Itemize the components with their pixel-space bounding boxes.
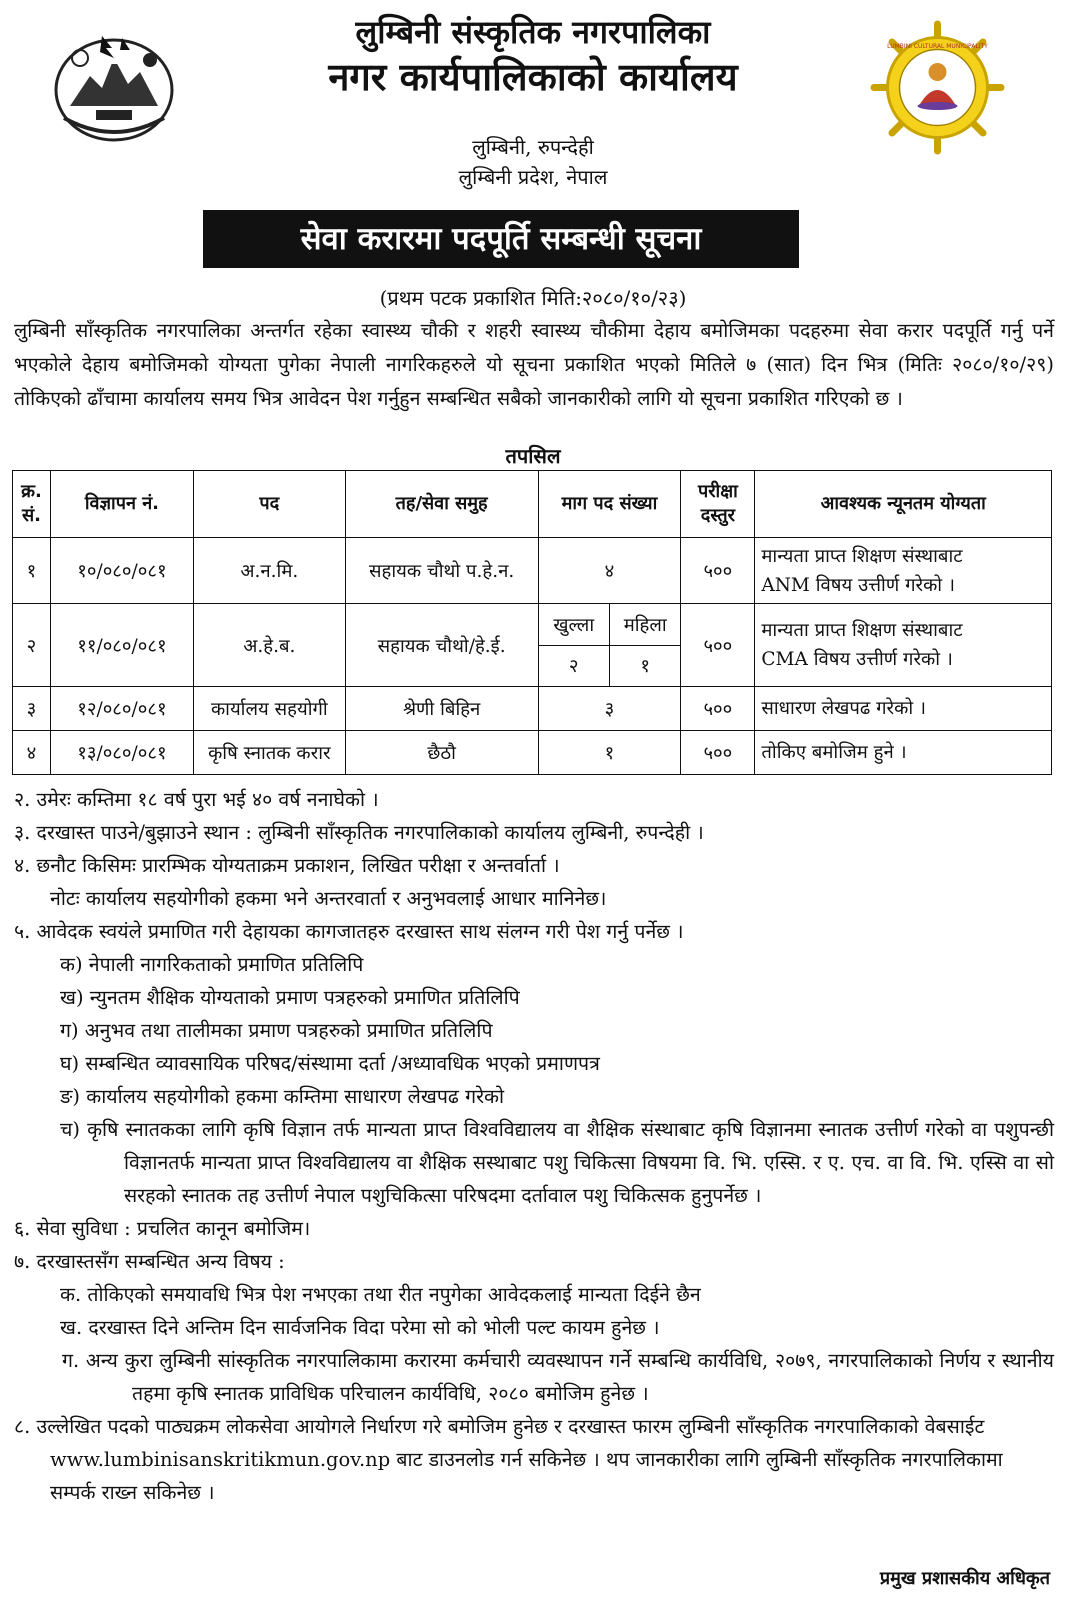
table-row xyxy=(13,538,1052,604)
qualification-line: मान्यता प्राप्त शिक्षण संस्थाबाट xyxy=(761,545,963,567)
cell-demand: ३ xyxy=(538,687,681,731)
office-name: नगर कार्यपालिकाको कार्यालय xyxy=(328,55,738,99)
document-item: ख) न्युनतम शैक्षिक योग्यताको प्रमाण पत्रहरुको प्रमाणित प्रतिलिपि xyxy=(60,986,520,1009)
header-qualification: आवश्यक न्यूनतम योग्यता xyxy=(755,471,1052,538)
women-count: १ xyxy=(609,646,680,687)
other-matter-item: ख. दरखास्त दिने अन्तिम दिन सार्वजनिक विदा परेमा सो को भोली पल्ट कायम हुनेछ । xyxy=(60,1316,660,1339)
header-demand: माग पद संख्या xyxy=(538,471,681,538)
municipality-name: लुम्बिनी संस्कृतिक नगरपालिका xyxy=(355,13,711,51)
cell-level: श्रेणी बिहिन xyxy=(345,687,538,731)
clause-selection: ४. छनौट किसिमः प्रारम्भिक योग्यताक्रम प्रकाशन, लिखित परीक्षा र अन्तर्वार्ता । xyxy=(14,854,560,877)
other-matter-item: क. तोकिएको समयावधि भित्र पेश नभएका तथा रीत नपुगेका आवेदकलाई मान्यता दिईने छैन xyxy=(60,1283,701,1306)
document-item: क) नेपाली नागरिकताको प्रमाणित प्रतिलिपि xyxy=(60,953,364,976)
cell-ad-no: १२/०८०/०८१ xyxy=(50,687,193,731)
clause-other-matters: ७. दरखास्तसँग सम्बन्धित अन्य विषय : xyxy=(14,1250,285,1273)
logo-ring-text: LUMBINI CULTURAL MUNICIPALITY xyxy=(887,43,988,50)
signatory-title: प्रमुख प्रशासकीय अधिकृत xyxy=(879,1568,1050,1589)
cell-level: छैठौ xyxy=(345,731,538,775)
cell-qualification xyxy=(755,538,1052,604)
clause-age: २. उमेरः कम्तिमा १८ वर्ष पुरा भई ४० वर्ष ननाघेको । xyxy=(14,788,379,811)
cell-fee: ५०० xyxy=(681,731,755,775)
clause-syllabus: ८. उल्लेखित पदको पाठ्यक्रम लोकसेवा आयोगले निर्धारण गरे बमोजिम हुनेछ र दरखास्त फारम लुम्बिनी साँस्कृतिक नगरपालिकाको वेबसाईट www.lumbinisanskritikmun.gov.np बाट डाउनलोड गर्न सकिनेछ । थप जानकारीका लागि लुम्बिनी साँस्कृतिक नगरपालिकामा सम्पर्क राख्न सकिनेछ । xyxy=(14,1415,1003,1504)
cell-qualification: साधारण लेखपढ गरेको । xyxy=(755,687,1052,731)
clause-application-place: ३. दरखास्त पाउने/बुझाउने स्थान : लुम्बिनी साँस्कृतिक नगरपालिकाको कार्यालय लुम्बिनी, रुपन्देही । xyxy=(14,821,704,844)
cell-demand: १ xyxy=(538,731,681,775)
cell-fee: ५०० xyxy=(681,604,755,687)
cell-demand-split xyxy=(538,604,681,687)
letterhead xyxy=(0,8,1066,192)
clause-documents: ५. आवेदक स्वयंले प्रमाणित गरी देहायका कागजातहरु दरखास्त साथ संलग्न गरी पेश गर्नु पर्नेछ । xyxy=(14,920,684,943)
open-label: खुल्ला xyxy=(553,614,595,636)
clause-facilities: ६. सेवा सुविधा : प्रचलित कानून बमोजिम। xyxy=(14,1217,311,1240)
header-fee: परीक्षा दस्तुर xyxy=(681,471,755,538)
cell-post: कार्यालय सहयोगी xyxy=(193,687,345,731)
other-matter-item: ग. अन्य कुरा लुम्बिनी सांस्कृतिक नगरपालिकामा करारमा कर्मचारी व्यवस्थापन गर्ने सम्बन्धि कार्यविधि, २०७९, नगरपालिकाको निर्णय र स्थानीय तहमा कृषि स्नातक प्राविधिक परिचालन कार्यविधि, २०८० बमोजिम हुनेछ । xyxy=(62,1349,1054,1405)
qualification-line: ANM विषय उत्तीर्ण गरेको । xyxy=(761,574,955,596)
cell-qualification xyxy=(755,604,1052,687)
header-sn: क्र. सं. xyxy=(13,471,51,538)
qualification-line: CMA विषय उत्तीर्ण गरेको । xyxy=(761,649,953,670)
cell-ad-no: १०/०८०/०८१ xyxy=(50,538,193,604)
table-row xyxy=(13,604,1052,687)
intro-paragraph: लुम्बिनी साँस्कृतिक नगरपालिका अन्तर्गत रहेका स्वास्थ्य चौकी र शहरी स्वास्थ्य चौकीमा देहाय बमोजिमका पदहरुमा सेवा करार पदपूर्ति गर्नु पर्ने भएकोले देहाय बमोजिमको योग्यता पुगेका नेपाली नागरिकहरुले यो सूचना प्रकाशित भएको मितिले ७ (सात) दिन भित्र (मितिः २०८०/१०/२९) तोकिएको ढाँचामा कार्यालय समय भित्र आवेदन पेश गर्नुहुन सम्बन्धित सबैको जानकारीको लागि यो सूचना प्रकाशित गरिएको छ । xyxy=(14,319,1054,410)
table-caption: तपसिल xyxy=(505,444,561,468)
conditions-list xyxy=(14,783,1054,1509)
address-line-1: लुम्बिनी, रुपन्देही xyxy=(472,135,594,159)
cell-sn: ३ xyxy=(13,687,51,731)
header-ad-no: विज्ञापन नं. xyxy=(50,471,193,538)
address-line-2: लुम्बिनी प्रदेश, नेपाल xyxy=(458,165,608,189)
document-item-agriculture: च) कृषि स्नातकका लागि कृषि विज्ञान तर्फ मान्यता प्राप्त विश्वविद्यालय वा शैक्षिक संस्थाबाट कृषि विज्ञानमा स्नातक उत्तीर्ण गरेको वा पशुपन्छी विज्ञानतर्फ मान्यता प्राप्त विश्वविद्यालय वा शैक्षिक सस्थाबाट पशु चिकित्सा विषयमा वि. भि. एस्सि. र ए. एच. वा वि. भि. एस्सि वा सो सरहको स्नातक तह उत्तीर्ण नेपाल पशुचिकित्सा परिषदमा दर्तावाल पशु चिकित्सक हुनुपर्नेछ । xyxy=(60,1118,1054,1207)
cell-fee: ५०० xyxy=(681,687,755,731)
notice-title: सेवा करारमा पदपूर्ति सम्बन्धी सूचना xyxy=(203,210,799,268)
document-item: ग) अनुभव तथा तालीमका प्रमाण पत्रहरुको प्रमाणित प्रतिलिपि xyxy=(60,1019,493,1042)
clause-selection-note: नोटः कार्यालय सहयोगीको हकमा भने अन्तरवार्ता र अनुभवलाई आधार मानिनेछ। xyxy=(50,887,607,910)
table-header-row xyxy=(13,471,1052,538)
cell-post: कृषि स्नातक करार xyxy=(193,731,345,775)
cell-level: सहायक चौथो/हे.ई. xyxy=(345,604,538,687)
header-post: पद xyxy=(193,471,345,538)
table-row xyxy=(13,731,1052,775)
cell-level: सहायक चौथो प.हे.न. xyxy=(345,538,538,604)
cell-ad-no: ११/०८०/०८१ xyxy=(50,604,193,687)
cell-sn: २ xyxy=(13,604,51,687)
cell-sn: १ xyxy=(13,538,51,604)
document-item: घ) सम्बन्धित व्यावसायिक परिषद/संस्थामा दर्ता /अध्यावधिक भएको प्रमाणपत्र xyxy=(60,1052,600,1075)
cell-fee: ५०० xyxy=(681,538,755,604)
cell-post: अ.हे.ब. xyxy=(193,604,345,687)
women-label: महिला xyxy=(609,604,680,645)
open-count: २ xyxy=(568,656,579,678)
cell-qualification: तोकिए बमोजिम हुने । xyxy=(755,731,1052,775)
cell-post: अ.न.मि. xyxy=(193,538,345,604)
document-item: ङ) कार्यालय सहयोगीको हकमा कम्तिमा साधारण लेखपढ गरेको xyxy=(60,1085,505,1108)
cell-demand: ४ xyxy=(538,538,681,604)
cell-sn: ४ xyxy=(13,731,51,775)
cell-ad-no: १३/०८०/०८१ xyxy=(50,731,193,775)
vacancy-table xyxy=(12,470,1052,775)
qualification-line: मान्यता प्राप्त शिक्षण संस्थाबाट xyxy=(761,620,963,641)
header-level: तह/सेवा समुह xyxy=(345,471,538,538)
table-row xyxy=(13,687,1052,731)
publish-date: (प्रथम पटक प्रकाशित मिति:२०८०/१०/२३) xyxy=(379,286,687,310)
